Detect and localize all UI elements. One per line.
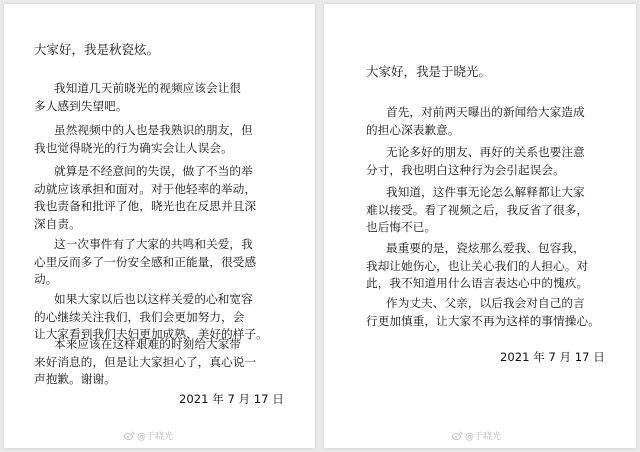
weibo-watermark bbox=[124, 429, 173, 442]
paragraph-line: 我却让她伤心，也让关心我们的人担心。对 bbox=[366, 258, 589, 273]
paragraph-line: 让大家看到我们夫妇更加成熟、美好的样子。 bbox=[34, 327, 268, 341]
weibo-logo-icon bbox=[124, 431, 135, 440]
letter-paragraph-3 bbox=[34, 163, 257, 233]
paragraph-line: 无论多好的朋友、再好的关系也要注意 bbox=[386, 145, 585, 159]
letter-paragraph-4 bbox=[34, 236, 257, 289]
letter-paragraph-1 bbox=[34, 80, 242, 115]
paragraph-line: 这一次事件有了大家的共鸣和关爱，我 bbox=[54, 237, 253, 251]
paragraph-line: 我知道，这件事无论怎么解释都让大家 bbox=[386, 185, 585, 199]
letter-paragraph-2 bbox=[366, 144, 585, 179]
paragraph-line: 本来应该在这样艰难的时刻给大家带 bbox=[54, 337, 242, 351]
right-letter-page bbox=[324, 4, 636, 448]
paragraph-line: 此，我不知道用什么语言表达心中的愧疚。 bbox=[366, 276, 589, 290]
paragraph-line: 的心继续关注我们，我们会更加努力，会 bbox=[34, 309, 245, 324]
letter-paragraph-2 bbox=[34, 122, 253, 157]
letter-paragraph-3 bbox=[366, 184, 589, 237]
paragraph-line: 分寸，我也明白这种行为会引起误会。 bbox=[366, 162, 565, 177]
letter-date: 2021 年 7 月 17 日 bbox=[179, 392, 284, 406]
letter-paragraph-6 bbox=[34, 336, 257, 389]
paragraph-line: 的担心深表歉意。 bbox=[366, 122, 460, 137]
letter-greeting: 大家好，我是于晓光。 bbox=[366, 64, 492, 79]
letter-paragraph-1 bbox=[366, 104, 585, 139]
paragraph-line: 如果大家以后也以这样关爱的心和宽容 bbox=[54, 292, 253, 306]
paragraph-line: 作为丈夫、父亲，以后我会对自己的言 bbox=[386, 296, 585, 310]
paragraph-line: 心里反而多了一份安全感和正能量，很受感 bbox=[34, 254, 257, 269]
paragraph-line: 动。 bbox=[34, 272, 58, 286]
paragraph-line: 最重要的是，瓷炫那么爱我、包容我， bbox=[386, 241, 585, 255]
letter-paragraph-4 bbox=[366, 240, 589, 293]
letter-paragraph-5 bbox=[366, 295, 600, 330]
left-letter-page bbox=[4, 4, 315, 448]
paragraph-line: 就算是不经意间的失误，做了不当的举 bbox=[54, 164, 253, 178]
paragraph-line: 深自责。 bbox=[34, 216, 81, 231]
paragraph-line: 来好消息的，但是让大家担心了，真心说一 bbox=[34, 354, 257, 369]
weibo-watermark bbox=[452, 429, 501, 442]
paragraph-line: 声抱歉。谢谢。 bbox=[34, 372, 116, 386]
paragraph-line: 首先，对前两天曝出的新闻给大家造成 bbox=[386, 105, 585, 119]
weibo-logo-icon bbox=[452, 431, 463, 440]
paragraph-line: 难以接受。看了视频之后，我反省了很多， bbox=[366, 202, 589, 217]
watermark-text: @于晓光 bbox=[465, 432, 502, 442]
watermark-text: @于晓光 bbox=[137, 432, 174, 442]
paragraph-line: 也后悔不已。 bbox=[366, 220, 437, 234]
paragraph-line: 我也责备和批评了他，晓光也在反思并且深 bbox=[34, 199, 257, 213]
paragraph-line: 虽然视频中的人也是我熟识的朋友，但 bbox=[54, 123, 253, 137]
paragraph-line: 动就应该承担和面对。对于他轻率的举动， bbox=[34, 181, 257, 196]
letter-greeting: 大家好，我是秋瓷炫。 bbox=[34, 42, 160, 57]
paragraph-line: 我知道几天前晓光的视频应该会让很 bbox=[54, 81, 242, 95]
paragraph-line: 行更加慎重，让大家不再为这样的事情操心。 bbox=[366, 313, 600, 328]
paragraph-line: 我也觉得晓光的行为确实会让人误会。 bbox=[34, 140, 233, 155]
paragraph-line: 多人感到失望吧。 bbox=[34, 98, 128, 113]
letter-date: 2021 年 7 月 17 日 bbox=[500, 350, 605, 364]
